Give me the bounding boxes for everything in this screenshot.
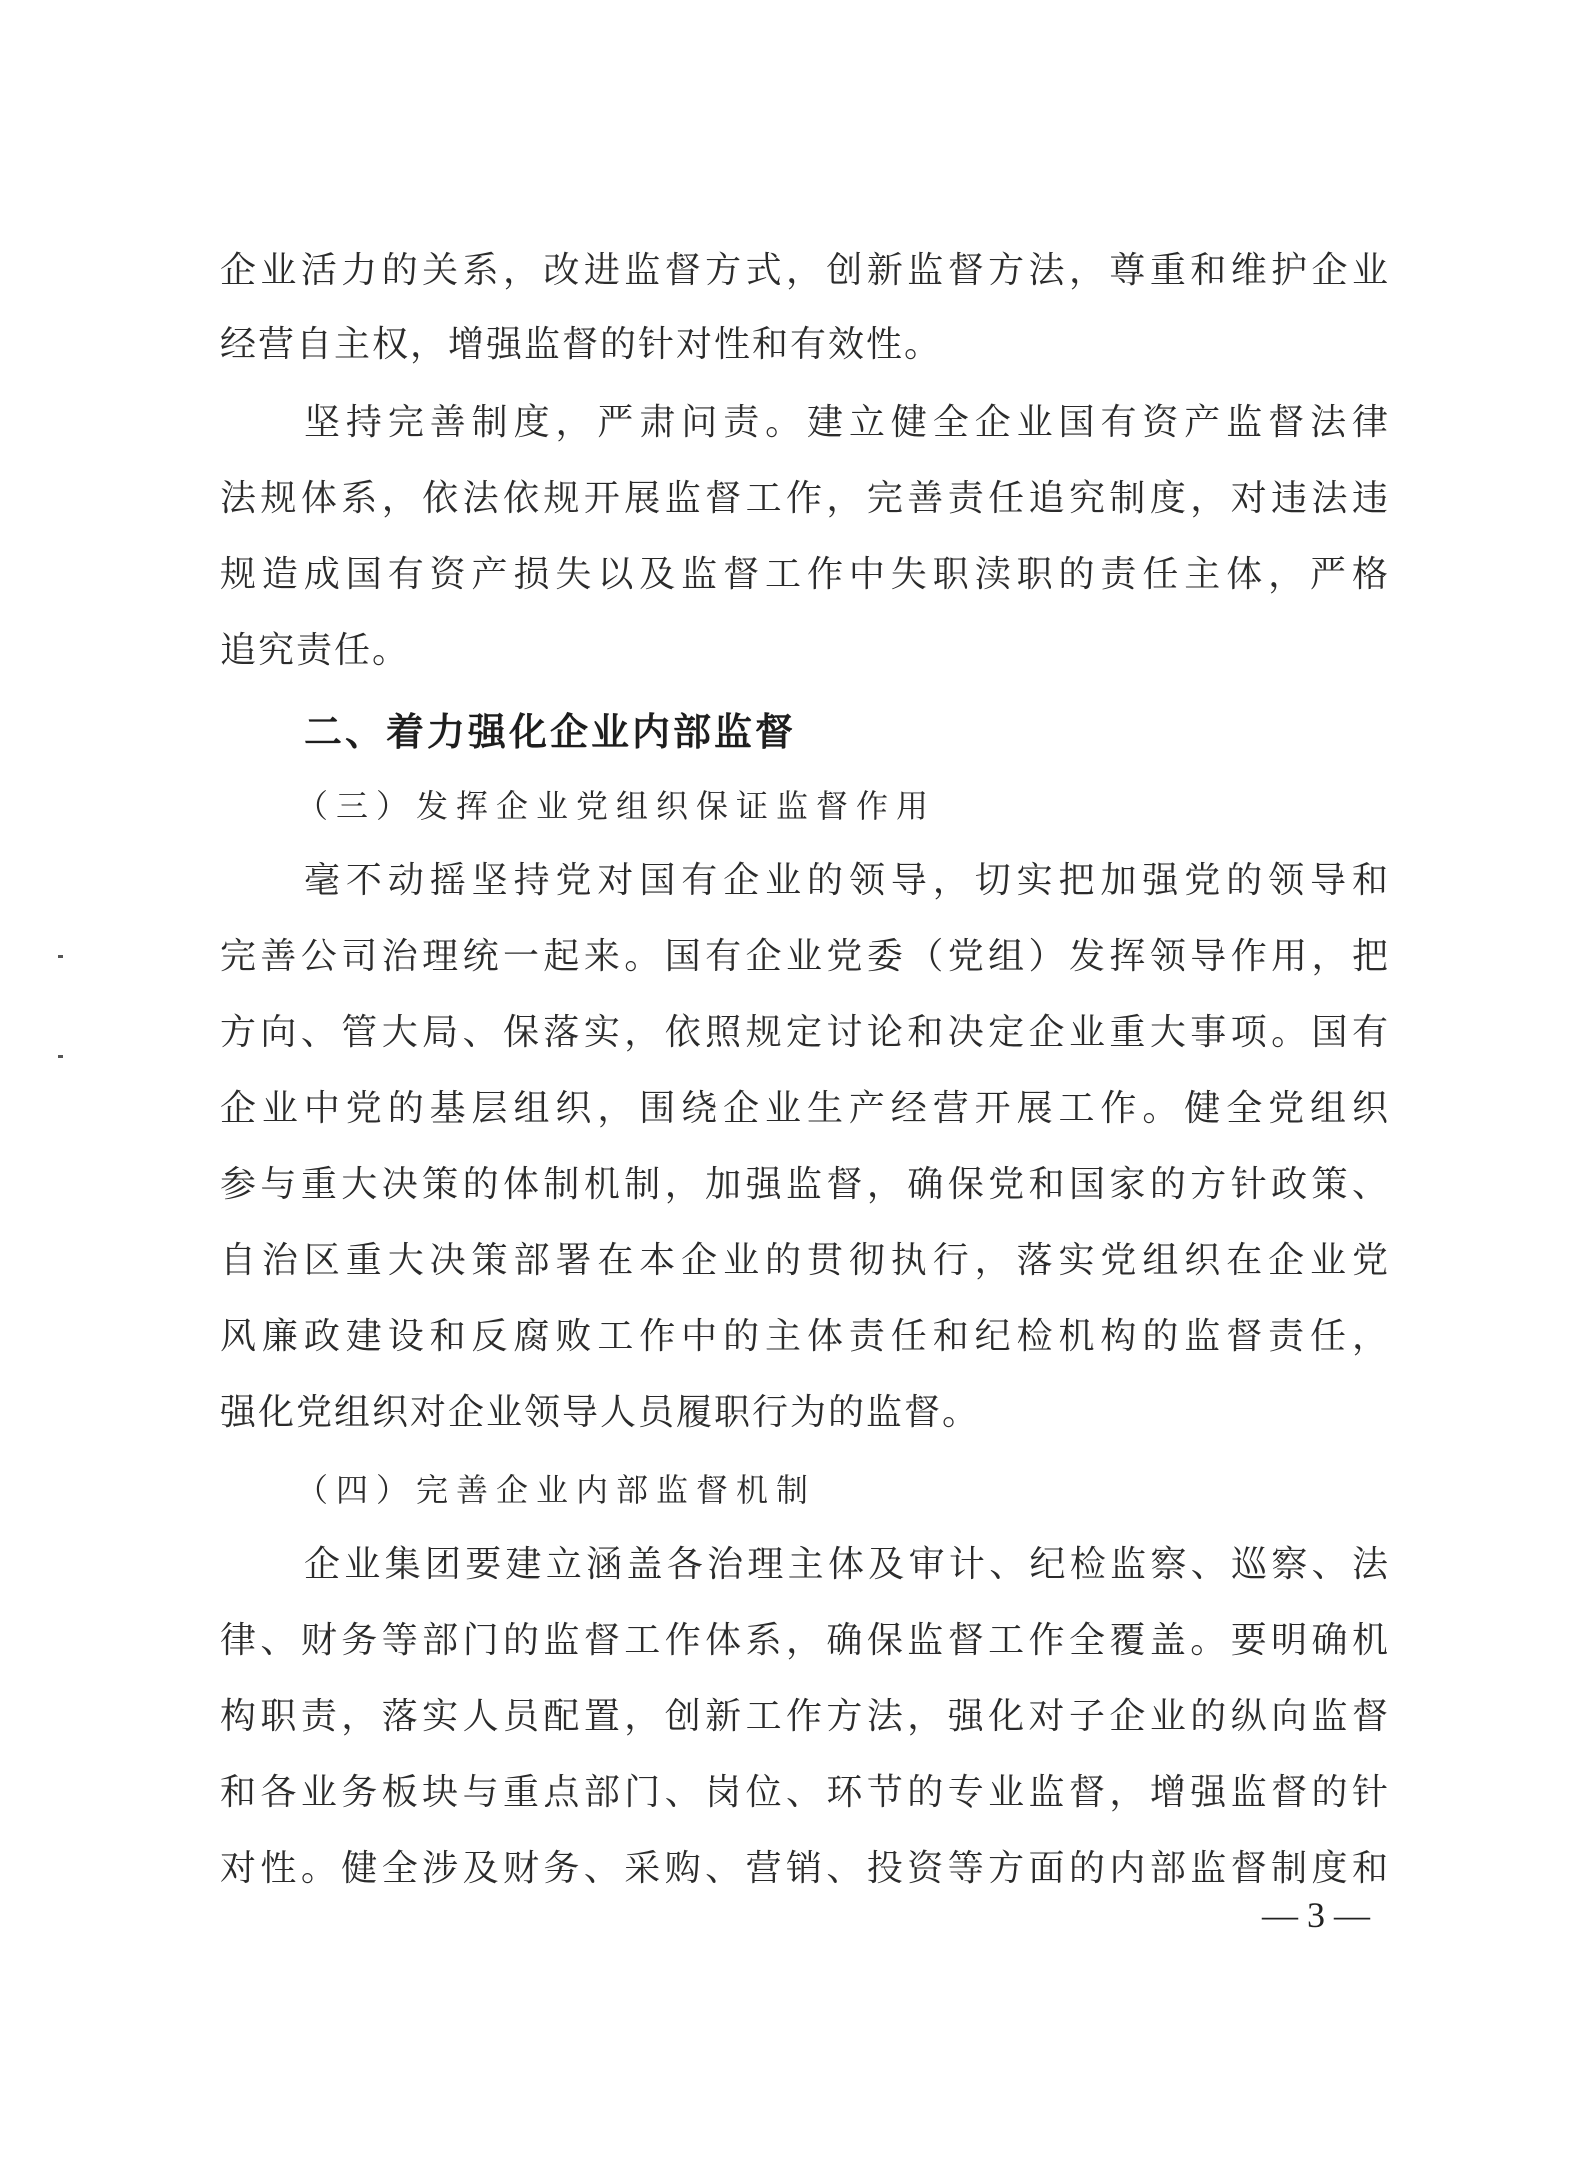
body-text-line: 参与重大决策的体制机制，加强监督，确保党和国家的方针政策、 (220, 1164, 1390, 1205)
body-text-line: 律、财务等部门的监督工作体系，确保监督工作全覆盖。要明确机 (220, 1620, 1390, 1661)
body-text-line: 企业中党的基层组织，围绕企业生产经营开展工作。健全党组织 (220, 1088, 1390, 1129)
body-text-line: 自治区重大决策部署在本企业的贯彻执行，落实党组织在企业党 (220, 1240, 1390, 1281)
body-text-line: 追究责任。 (220, 630, 411, 671)
body-text-line: 法规体系，依法依规开展监督工作，完善责任追究制度，对违法违 (220, 478, 1390, 519)
body-text-line: 坚持完善制度，严肃问责。建立健全企业国有资产监督法律 (304, 402, 1390, 443)
scan-mark (58, 955, 63, 958)
body-text-line: 和各业务板块与重点部门、岗位、环节的专业监督，增强监督的针 (220, 1772, 1390, 1813)
body-text-line: 规造成国有资产损失以及监督工作中失职渎职的责任主体，严格 (220, 554, 1390, 595)
body-text-line: 经营自主权，增强监督的针对性和有效性。 (220, 324, 943, 365)
body-text-line: 强化党组织对企业领导人员履职行为的监督。 (220, 1392, 981, 1433)
body-text-line: 对性。健全涉及财务、采购、营销、投资等方面的内部监督制度和 (220, 1848, 1390, 1889)
body-text-line: 企业集团要建立涵盖各治理主体及审计、纪检监察、巡察、法 (304, 1544, 1390, 1585)
scan-mark (58, 1055, 63, 1058)
sub-heading: （四）完善企业内部监督机制 (296, 1471, 817, 1509)
section-heading: 二、着力强化企业内部监督 (304, 710, 797, 754)
body-text-line: 企业活力的关系，改进监督方式，创新监督方法，尊重和维护企业 (220, 250, 1390, 291)
body-text-line: 毫不动摇坚持党对国有企业的领导，切实把加强党的领导和 (304, 860, 1390, 901)
body-text-line: 构职责，落实人员配置，创新工作方法，强化对子企业的纵向监督 (220, 1696, 1390, 1737)
page-number: — 3 — (1262, 1895, 1370, 1935)
body-text-line: 方向、管大局、保落实，依照规定讨论和决定企业重大事项。国有 (220, 1012, 1390, 1053)
body-text-line: 风廉政建设和反腐败工作中的主体责任和纪检机构的监督责任， (220, 1316, 1390, 1357)
sub-heading: （三）发挥企业党组织保证监督作用 (296, 787, 937, 825)
body-text-line: 完善公司治理统一起来。国有企业党委（党组）发挥领导作用，把 (220, 936, 1390, 977)
